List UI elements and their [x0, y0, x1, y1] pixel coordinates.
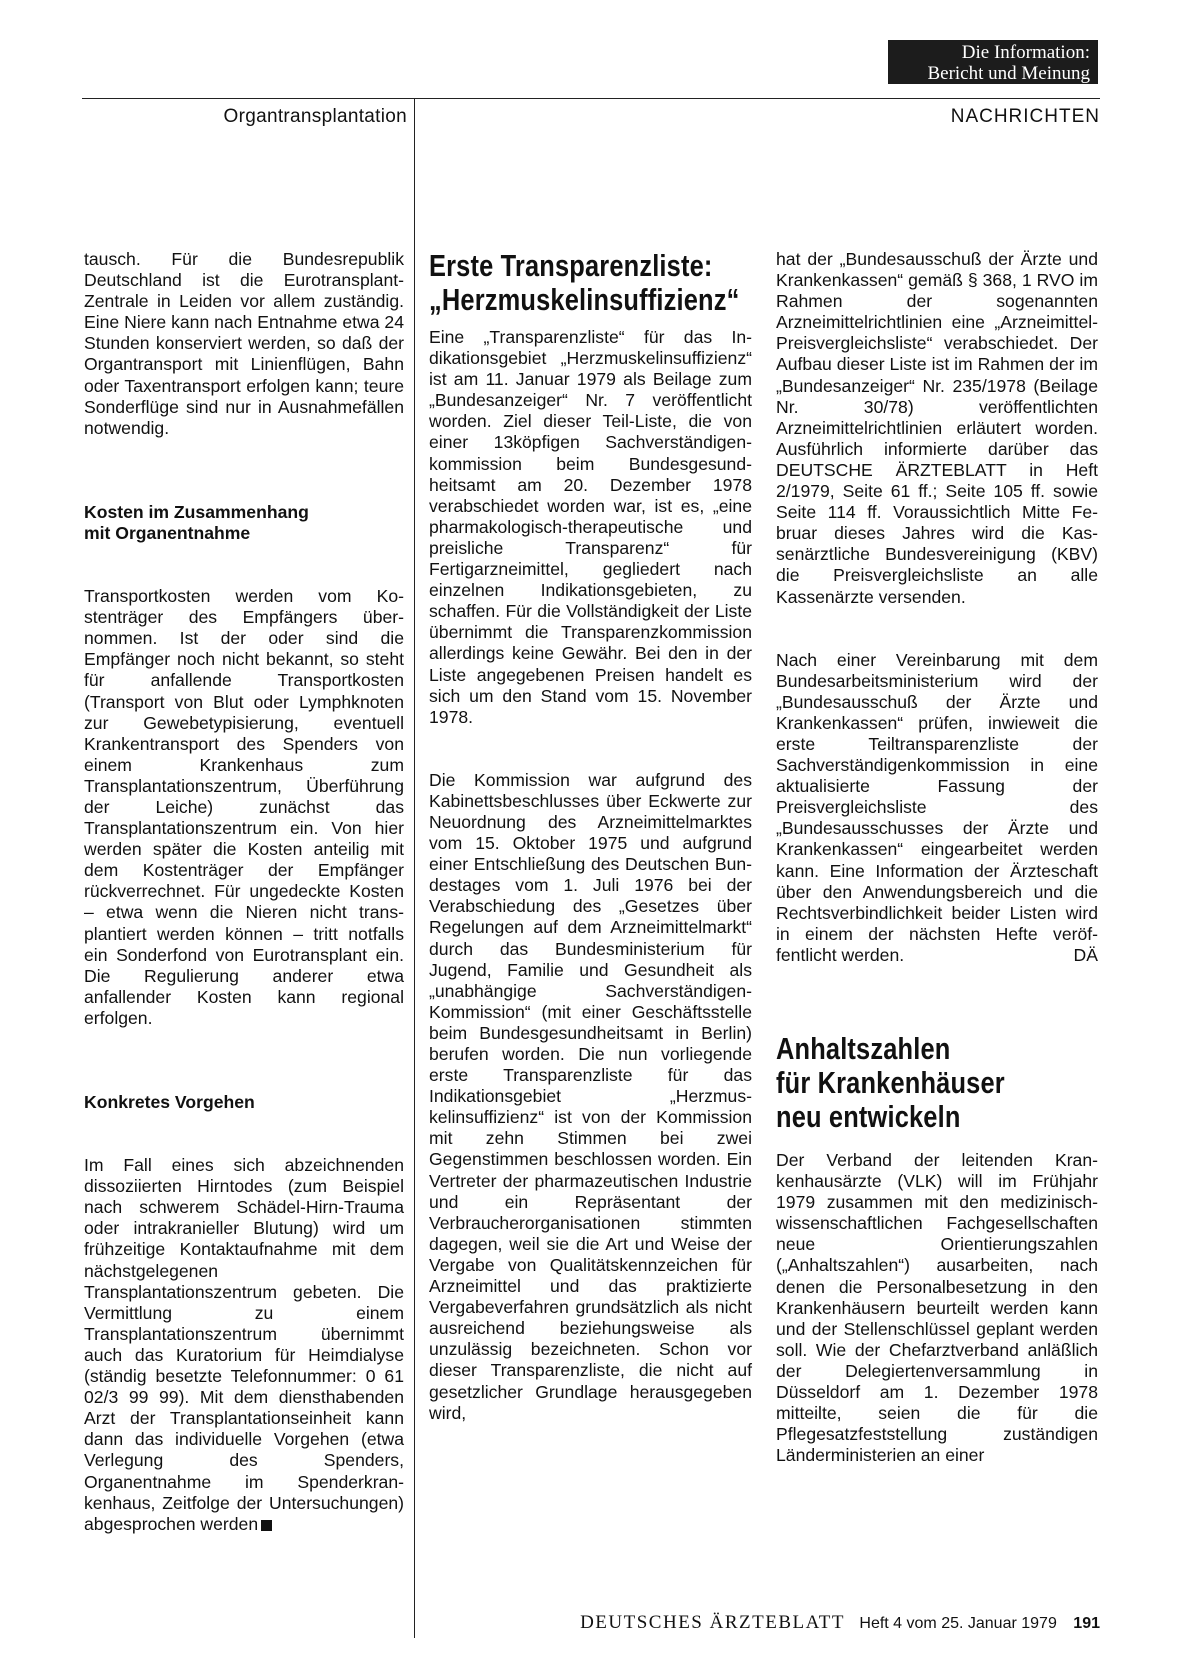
- headline-line1: Erste Transparenzliste:: [429, 248, 713, 283]
- subheading-costs-line2: mit Organentnahme: [84, 522, 251, 543]
- paragraph-intro: tausch. Für die Bundesrepublik Deutschland ist die Eurotransplant-Zentrale in Leiden vor allem zuständig. Eine Niere kann nach Entnahme etwa 24 Stunden konserviert werden, so daß der Organtransport mit Linienflügen, Bahn oder Taxentransport erfolgen kann; teure Sonderflüge sind nur in Ausnahmefällen notwendig.: [84, 249, 404, 438]
- paragraph-costs: Transportkosten werden vom Kostenträger des Empfängers übernommen. Ist der oder sind die Empfänger noch nicht bekannt, so steht für anfallende Transportkosten (Transport von Blut oder Lymphknoten zur Gewebetypisierung, eventuell Krankentransport des Spenders von einem Krankenhaus zum Transplantationszentrum, Überführung der Leiche) zunächst das Transplantationszentrum ein. Von hier werden später die Kosten anteilig mit dem Kostenträger der Empfänger rückverrechnet. Für ungedeckte Kosten – etwa wenn die Nieren nicht transplantiert werden können – tritt notfalls ein Sonderfond von Eurotransplant ein. Die Regulierung anderer etwa anfallender Kosten kann regional erfolgen.: [84, 586, 404, 1028]
- section-title-right: NACHRICHTEN: [950, 106, 1100, 127]
- end-of-article-mark: [261, 1520, 272, 1531]
- header-rule-right: [415, 98, 1100, 99]
- page-number: 191: [1073, 1615, 1100, 1632]
- column-divider: [414, 98, 415, 1638]
- headline-hospital-figures: [776, 1032, 1098, 1150]
- subheading-costs-line1: Kosten im Zusammenhang: [84, 501, 309, 522]
- paragraph-transparency-1: Eine „Transparenzliste“ für das Indikationsgebiet „Herzmuskelinsuffizienz“ ist am 11. Januar 1979 als Beilage zum „Bundesanzeiger“ Nr. 7 veröffentlicht worden. Ziel dieser Teil-Liste, die von einer 13köpfigen Sachverständigenkommission beim Bundesgesundheitsamt am 20. Dezember 1978 verabschiedet worden war, ist es, „eine pharmakologisch-therapeutische und preisliche Transparenz“ für Fertigarzneimittel, gegliedert nach einzelnen Indikationsgebieten, zu schaffen. Für die Vollständigkeit der Liste übernimmt die Transparenzkommission allerdings keine Gewähr. Bei den in der Liste angegebenen Preisen handelt es sich um den Stand vom 15. November 1978.: [429, 327, 752, 727]
- author-signature: DÄ: [1073, 944, 1098, 965]
- subheading-costs: [84, 502, 404, 544]
- headline-line2: „Herzmuskelinsuffizienz“: [429, 282, 740, 317]
- section-title-left: Organtransplantation: [223, 106, 407, 127]
- column-right: [776, 249, 1098, 1466]
- header-rule-left: [82, 98, 415, 99]
- footer-journal-name: DEUTSCHES ÄRZTEBLATT: [580, 1612, 845, 1633]
- column-left: [84, 249, 404, 1535]
- paragraph-transparency-3: hat der „Bundesausschuß der Ärzte und Krankenkassen“ gemäß § 368, 1 RVO im Rahmen der sogenannten Arzneimittelrichtlinien eine „Arzneimittel-Preisvergleichsliste“ verabschiedet. Der Aufbau dieser Liste ist im Rahmen der im „Bundesanzeiger“ Nr. 235/1978 (Beilage Nr. 30/78) veröffentlichten Arzneimittelrichtlinien erläutert worden. Ausführlich informierte darüber das DEUTSCHE ÄRZTEBLATT in Heft 2/1979, Seite 61 ff.; Seite 105 ff. sowie Seite 114 ff. Voraussichtlich Mitte Februar dieses Jahres wird die Kassenärztliche Bundesvereinigung (KBV) die Preisvergleichsliste an alle Kassenärzte versenden.: [776, 249, 1098, 607]
- footer-issue: Heft 4 vom 25. Januar 1979: [859, 1615, 1057, 1632]
- paragraph-hospital-figures: Der Verband der leitenden Krankenhausärzte (VLK) will im Frühjahr 1979 zusammen mit den medizinisch-wissenschaftlichen Fachgesellschaften neue Orientierungszahlen („Anhaltszahlen“) ausarbeiten, nach denen die Personalbesetzung in den Krankenhäusern beurteilt werden kann und der Stellenschlüssel geplant werden soll. Wie der Chefarztverband anläßlich der Delegiertenversammlung in Düsseldorf am 1. Dezember 1978 mitteilte, seien die für die Pflegesatzfeststellung zuständigen Länderministerien an einer: [776, 1150, 1098, 1466]
- headline-transparency-list: [429, 249, 752, 327]
- subheading-procedure: Konkretes Vorgehen: [84, 1092, 255, 1112]
- column-middle: [429, 249, 752, 1424]
- paragraph-procedure-text: Im Fall eines sich abzeichnenden dissoziierten Hirntodes (zum Beispiel nach schwerem Schädel-Hirn-Trauma oder intrakranieller Blutung) wird um frühzeitige Kontaktaufnahme mit dem nächstgelegenen Transplantationszentrum gebeten. Die Vermittlung zu einem Transplantationszentrum übernimmt auch das Kuratorium für Heimdialyse (ständig besetzte Telefonnummer: 0 61 02/3 99 99). Mit dem diensthabenden Arzt der Transplantationseinheit kann dann das individuelle Vorgehen (etwa Verlegung des Spenders, Organentnahme im Spenderkrankenhaus, Zeitfolge der Untersuchungen) abgesprochen werden: [84, 1155, 404, 1534]
- page-footer: [460, 1612, 1100, 1634]
- section-badge: [888, 40, 1098, 84]
- paragraph-transparency-2: Die Kommission war aufgrund des Kabinettsbeschlusses über Eckwerte zur Neuordnung des Arzneimittelmarktes vom 15. Oktober 1975 und aufgrund einer Entschließung des Deutschen Bundestages vom 1. Juli 1976 bei der Verabschiedung des „Gesetzes über Regelungen auf dem Arzneimittelmarkt“ durch das Bundesministerium für Jugend, Familie und Gesundheit als „unabhängige Sachverständigen-Kommission“ (mit einer Geschäftsstelle beim Bundesgesundheitsamt in Berlin) berufen worden. Die nun vorliegende erste Transparenzliste für das Indikationsgebiet „Herzmuskelinsuffizienz“ ist von der Kommission mit zehn Stimmen bei zwei Gegenstimmen beschlossen worden. Ein Vertreter der pharmazeutischen Industrie und ein Repräsentant der Verbraucherorganisationen stimmten dagegen, weil sie die Art und Weise der Vergabe von Qualitätskennzeichen für Arzneimittel und das praktizierte Vergabeverfahren grundsätzlich als nicht ausreichend beziehungsweise als unzulässig bezeichneten. Schon vor dieser Transparenzliste, die nicht auf gesetzlicher Grundlage herausgegeben wird,: [429, 769, 752, 1423]
- paragraph-transparency-4-text: Nach einer Vereinbarung mit dem Bundesarbeitsministerium wird der „Bundesausschuß der Ärzte und Krankenkassen“ prüfen, inwieweit die erste Teiltransparenzliste der Sachverständigenkommission in eine aktualisierte Fassung der Preisvergleichsliste des „Bundesausschusses der Ärzte und Krankenkassen“ eingearbeitet werden kann. Eine Information der Ärzteschaft über den Anwendungsbereich und die Rechtsverbindlichkeit beider Listen wird in einem der nächsten Hefte veröffentlicht werden.: [776, 649, 1098, 965]
- section-badge-line2: Bericht und Meinung: [927, 63, 1090, 84]
- paragraph-transparency-4: [776, 650, 1098, 966]
- paragraph-procedure: [84, 1155, 404, 1535]
- headline2-line1: Anhaltszahlen: [776, 1031, 951, 1066]
- section-badge-line1: Die Information:: [961, 42, 1090, 63]
- headline2-line3: neu entwickeln: [776, 1099, 961, 1134]
- headline2-line2: für Krankenhäuser: [776, 1065, 1005, 1100]
